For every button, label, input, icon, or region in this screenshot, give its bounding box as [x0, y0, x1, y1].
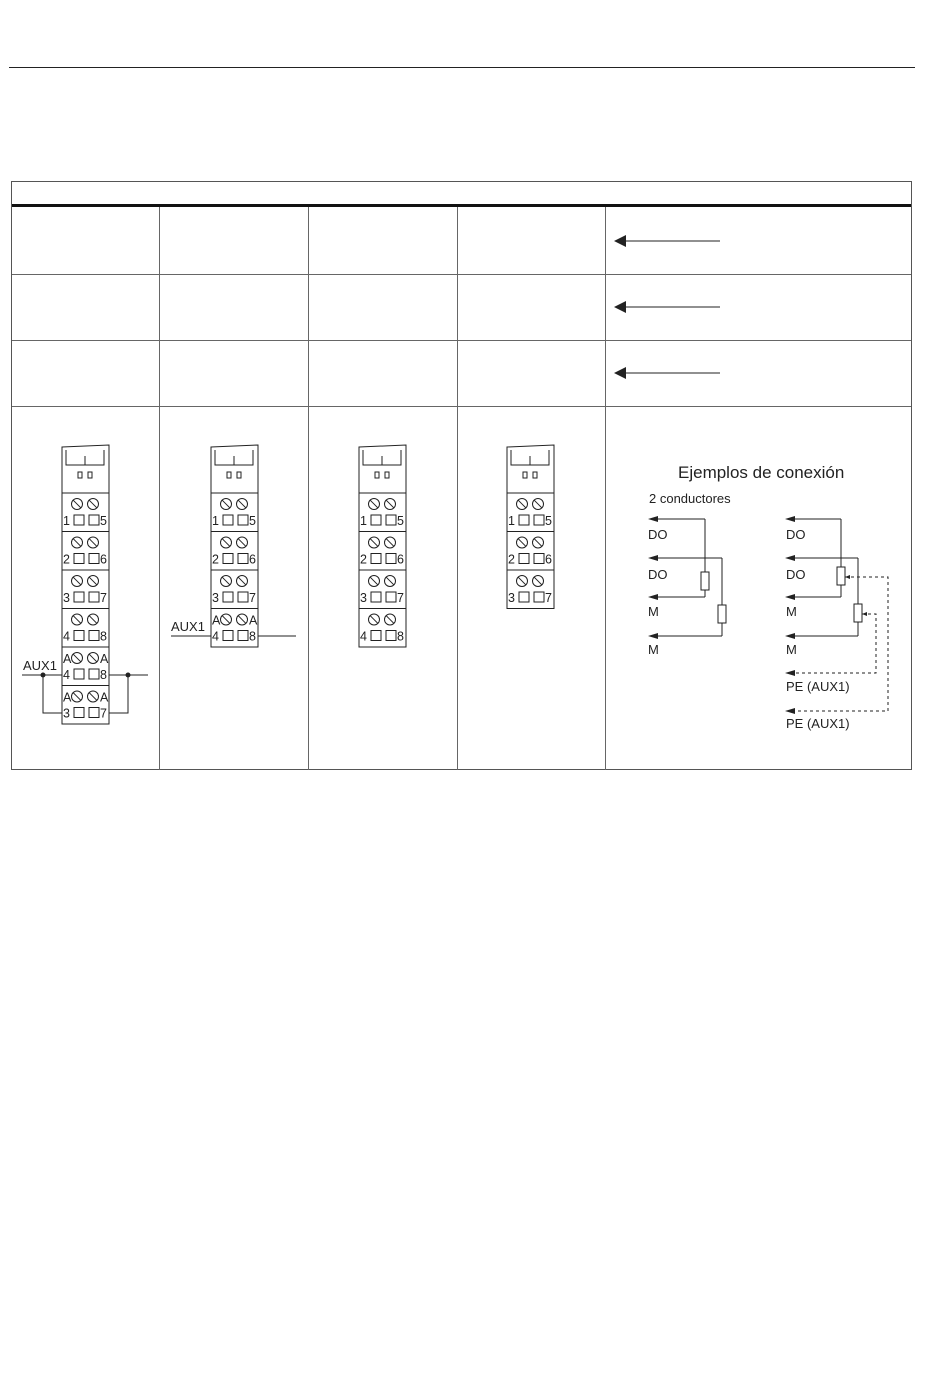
led-icon: [237, 472, 241, 478]
terminal-number: 3: [63, 706, 70, 721]
led-icon: [227, 472, 231, 478]
terminal-square: [238, 631, 248, 641]
terminal-module: [507, 445, 554, 609]
terminal-number: 1: [63, 514, 70, 528]
screw-slot: [370, 539, 378, 547]
screw-slot: [238, 577, 246, 585]
aux-letter: A: [63, 652, 72, 666]
terminal-number: 4: [63, 668, 70, 682]
screw-slot: [370, 500, 378, 508]
terminal-square: [223, 631, 233, 641]
terminal-number: 5: [249, 514, 256, 528]
terminal-module: [359, 445, 406, 647]
terminal-square: [223, 592, 233, 602]
terminal-square: [534, 554, 544, 564]
terminal-square: [519, 554, 529, 564]
m-label: M: [648, 604, 659, 619]
screw-slot: [73, 500, 81, 508]
terminal-number: 7: [100, 591, 107, 605]
terminal-number: 7: [545, 591, 552, 605]
terminal-number: 5: [397, 514, 404, 528]
terminal-number: 6: [100, 552, 107, 567]
screw-slot: [518, 500, 526, 508]
screw-slot: [89, 654, 97, 662]
terminal-number: 2: [63, 552, 70, 567]
terminal-number: 3: [508, 591, 515, 605]
pe-aux1-label: PE (AUX1): [786, 679, 850, 694]
terminal-number: 3: [63, 591, 70, 605]
terminal-square: [534, 592, 544, 602]
junction-dot: [41, 673, 46, 678]
screw-slot: [73, 654, 81, 662]
terminal-square: [74, 592, 84, 602]
terminal-number: 7: [397, 591, 404, 605]
terminal-number: 7: [249, 591, 256, 605]
terminal-square: [74, 554, 84, 564]
terminal-modules: [62, 445, 554, 724]
terminal-number: 1: [508, 514, 515, 528]
terminal-square: [89, 669, 99, 679]
terminal-square: [386, 554, 396, 564]
screw-slot: [238, 500, 246, 508]
terminal-square: [89, 554, 99, 564]
terminal-number: 7: [100, 706, 107, 721]
aux-letter: A: [212, 613, 221, 628]
do-label: DO: [648, 527, 668, 542]
terminal-square: [74, 515, 84, 525]
screw-slot: [89, 693, 97, 701]
led-icon: [375, 472, 379, 478]
aux-letter: A: [100, 652, 109, 666]
terminal-square: [74, 669, 84, 679]
screw-slot: [73, 539, 81, 547]
screw-slot: [73, 616, 81, 624]
screw-slot: [518, 577, 526, 585]
screw-slot: [222, 616, 230, 624]
m-label: M: [786, 642, 797, 657]
terminal-number: 5: [545, 514, 552, 528]
module-head: [507, 445, 554, 493]
terminal-number: 1: [212, 514, 219, 528]
screw-slot: [73, 693, 81, 701]
terminal-square: [371, 515, 381, 525]
screw-slot: [386, 577, 394, 585]
examples-title: Ejemplos de conexión: [678, 463, 845, 482]
screw-slot: [222, 577, 230, 585]
terminal-square: [371, 631, 381, 641]
terminal-number: 3: [212, 591, 219, 605]
terminal-number: 8: [100, 668, 107, 682]
terminal-square: [89, 631, 99, 641]
terminal-square: [386, 631, 396, 641]
terminal-number: 6: [397, 552, 404, 567]
terminal-number: 6: [249, 552, 256, 567]
screw-slot: [89, 616, 97, 624]
do-label: DO: [648, 567, 668, 582]
aux-letter: A: [63, 690, 72, 705]
screw-slot: [386, 500, 394, 508]
screw-slot: [222, 500, 230, 508]
screw-slot: [238, 616, 246, 624]
terminal-square: [223, 515, 233, 525]
terminal-module: [211, 445, 258, 647]
screw-slot: [386, 539, 394, 547]
screw-slot: [534, 539, 542, 547]
led-icon: [533, 472, 537, 478]
screw-slot: [73, 577, 81, 585]
screw-slot: [534, 577, 542, 585]
terminal-square: [534, 515, 544, 525]
terminal-number: 2: [360, 552, 367, 567]
m-label: M: [648, 642, 659, 657]
terminal-number: 8: [249, 629, 256, 644]
module-head: [62, 445, 109, 493]
screw-slot: [370, 616, 378, 624]
screw-slot: [89, 577, 97, 585]
terminal-square: [371, 554, 381, 564]
examples-subtitle: 2 conductores: [649, 491, 731, 506]
screw-slot: [370, 577, 378, 585]
led-icon: [78, 472, 82, 478]
terminal-number: 1: [360, 514, 367, 528]
terminal-square: [519, 515, 529, 525]
terminal-number: 3: [360, 591, 367, 605]
terminal-square: [89, 515, 99, 525]
terminal-square: [223, 554, 233, 564]
terminal-square: [89, 708, 99, 718]
terminal-square: [74, 631, 84, 641]
screw-slot: [238, 539, 246, 547]
aux-letter: A: [100, 690, 109, 705]
terminal-module: [62, 445, 109, 724]
led-icon: [523, 472, 527, 478]
screw-slot: [518, 539, 526, 547]
screw-slot: [222, 539, 230, 547]
terminal-square: [89, 592, 99, 602]
terminal-square: [386, 515, 396, 525]
screw-slot: [534, 500, 542, 508]
terminal-number: 4: [212, 629, 219, 644]
terminal-number: 4: [63, 629, 70, 644]
terminal-square: [519, 592, 529, 602]
screw-slot: [89, 500, 97, 508]
terminal-number: 8: [397, 629, 404, 644]
terminal-square: [238, 515, 248, 525]
junction-dot: [126, 673, 131, 678]
do-label: DO: [786, 527, 806, 542]
terminal-square: [74, 708, 84, 718]
aux1-label: AUX1: [23, 658, 57, 673]
connection-examples: [648, 463, 888, 731]
led-icon: [88, 472, 92, 478]
module-head: [359, 445, 406, 493]
terminal-number: 2: [508, 552, 515, 567]
terminal-square: [371, 592, 381, 602]
terminal-number: 2: [212, 552, 219, 567]
aux1-label: AUX1: [171, 619, 205, 634]
terminal-number: 8: [100, 629, 107, 644]
pe-aux1-label: PE (AUX1): [786, 716, 850, 731]
led-icon: [385, 472, 389, 478]
do-label: DO: [786, 567, 806, 582]
screw-slot: [89, 539, 97, 547]
m-label: M: [786, 604, 797, 619]
terminal-square: [238, 554, 248, 564]
terminal-square: [238, 592, 248, 602]
terminal-number: 4: [360, 629, 367, 644]
module-head: [211, 445, 258, 493]
screw-slot: [386, 616, 394, 624]
terminal-number: 6: [545, 552, 552, 567]
terminal-square: [386, 592, 396, 602]
terminal-number: 5: [100, 514, 107, 528]
aux-letter: A: [249, 613, 258, 628]
